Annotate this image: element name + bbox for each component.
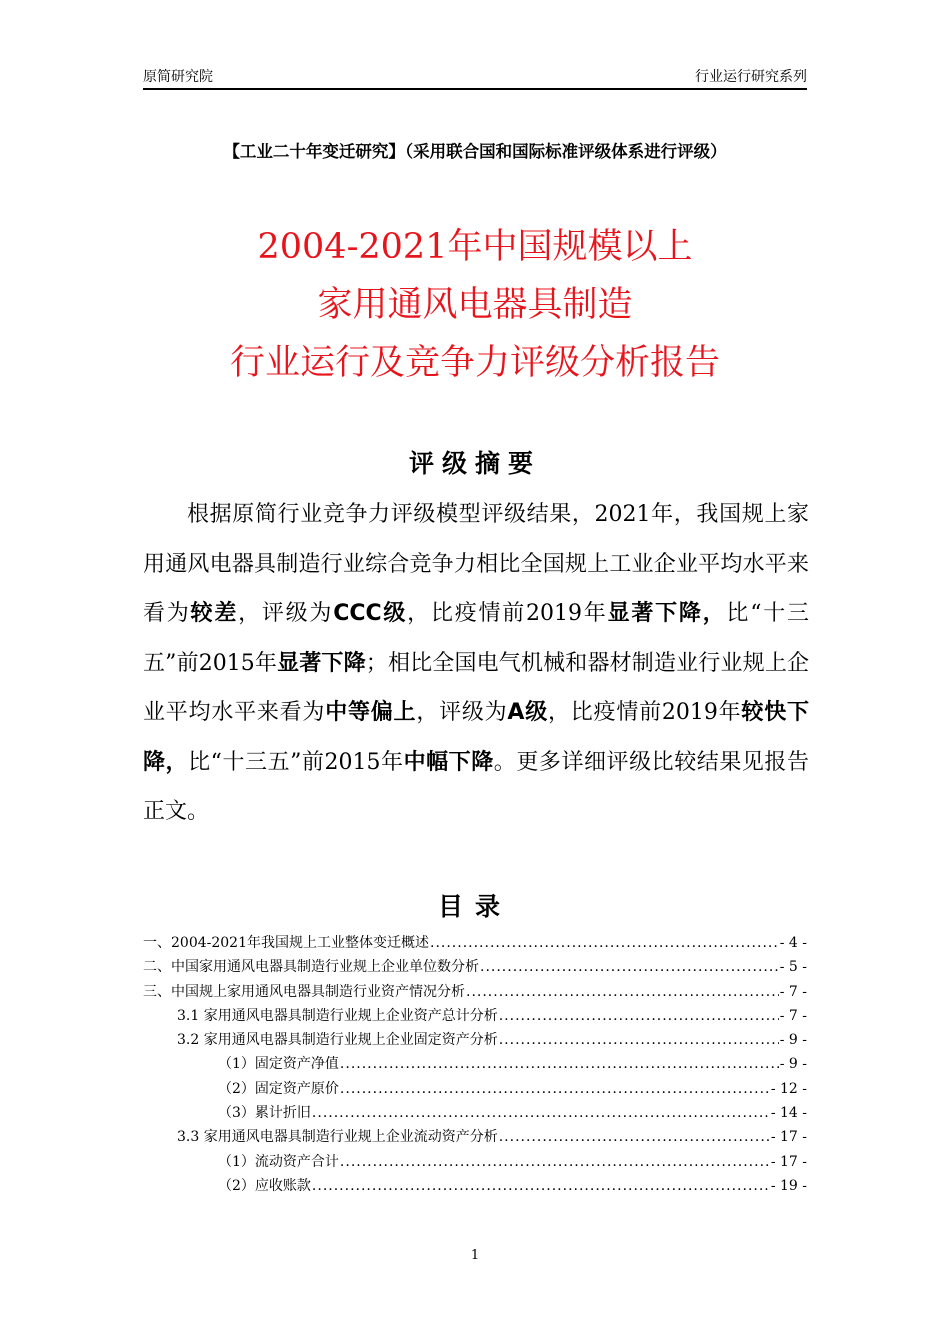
- toc-entry-label: （2）固定资产原价: [218, 1080, 339, 1097]
- summary-text: 比“十三五”前2015年: [143, 601, 809, 676]
- summary-text: 比“十三五”前2015年: [188, 749, 404, 775]
- summary-text: ，比疫情前2019年: [548, 700, 742, 725]
- toc-entry[interactable]: [143, 981, 807, 1005]
- toc-entry-label: （1）固定资产净值: [218, 1056, 339, 1073]
- toc-leader-dots: [466, 984, 779, 1000]
- toc-entry-page: - 9 -: [779, 1056, 807, 1073]
- title-line-3: 行业运行及竞争力评级分析报告: [229, 343, 720, 383]
- summary-emphasis: 较快下降，: [143, 700, 809, 775]
- toc-entry-label: （1）流动资产合计: [218, 1153, 339, 1170]
- toc-entry-label: 3.1 家用通风电器具制造行业规上企业资产总计分析: [177, 1007, 498, 1024]
- summary-heading: 评级摘要: [408, 449, 541, 478]
- toc-entry-page: - 9 -: [779, 1032, 807, 1049]
- toc-entry-label: 三、中国规上家用通风电器具制造行业资产情况分析: [143, 983, 465, 1000]
- toc-entry-page: - 17 -: [770, 1153, 807, 1170]
- toc-leader-dots: [430, 935, 779, 951]
- toc-entry[interactable]: [143, 1005, 807, 1029]
- toc-entry-page: - 4 -: [779, 935, 807, 951]
- summary-emphasis: 中等偏上: [325, 700, 417, 725]
- header-series-name: 行业运行研究系列: [695, 69, 807, 85]
- summary-text: ，比疫情前2019年: [407, 601, 608, 626]
- summary-emphasis: 显著下降: [277, 650, 366, 676]
- toc-leader-dots: [499, 1032, 779, 1048]
- summary-text: 根据原简行业竞争力评级模型评级结果，2021年，我国规上家用通风电器具制造行业综合竞争力相比全国规上工业企业平均水平来看为: [143, 502, 809, 626]
- toc-entry-label: （2）应收账款: [218, 1177, 311, 1194]
- summary-paragraph: [143, 490, 809, 837]
- toc-entry[interactable]: [143, 1053, 807, 1077]
- toc-entry[interactable]: [143, 1175, 807, 1199]
- summary-emphasis: 较差: [190, 601, 239, 626]
- page-header: [143, 64, 807, 90]
- toc-entry-page: - 12 -: [770, 1080, 807, 1097]
- toc-entry-label: 一、2004-2021年我国规上工业整体变迁概述: [143, 935, 429, 951]
- toc-entry-page: - 14 -: [770, 1105, 807, 1122]
- toc-leader-dots: [480, 959, 779, 975]
- table-of-contents: [143, 932, 807, 1199]
- toc-leader-dots: [340, 1081, 770, 1097]
- toc-entry[interactable]: [143, 932, 807, 956]
- summary-emphasis: A级: [507, 700, 548, 725]
- page-number: 1: [470, 1248, 480, 1263]
- toc-leader-dots: [312, 1178, 770, 1194]
- summary-text: ，评级为: [416, 700, 508, 725]
- toc-entry[interactable]: [143, 1102, 807, 1126]
- toc-entry-label: 二、中国家用通风电器具制造行业规上企业单位数分析: [143, 959, 479, 976]
- toc-entry[interactable]: [143, 1029, 807, 1053]
- toc-entry-page: - 7 -: [779, 983, 807, 1000]
- toc-entry-label: 3.2 家用通风电器具制造行业规上企业固定资产分析: [177, 1032, 498, 1049]
- summary-emphasis: CCC级: [333, 601, 408, 626]
- title-line-2: 家用通风电器具制造: [317, 285, 633, 325]
- toc-heading: 目录: [437, 892, 512, 921]
- toc-leader-dots: [340, 1056, 779, 1072]
- title-line-1: 2004-2021年中国规模以上: [257, 227, 693, 267]
- summary-text: ，评级为: [238, 601, 334, 626]
- toc-entry[interactable]: [143, 1126, 807, 1150]
- toc-entry-label: 3.3 家用通风电器具制造行业规上企业流动资产分析: [177, 1129, 498, 1146]
- toc-leader-dots: [312, 1105, 770, 1121]
- toc-leader-dots: [499, 1008, 779, 1024]
- toc-entry[interactable]: [143, 1151, 807, 1175]
- report-subtitle: 【工业二十年变迁研究】（采用联合国和国际标准评级体系进行评级）: [223, 142, 727, 161]
- toc-entry[interactable]: [143, 956, 807, 980]
- summary-text: 。更多详细评级比较结果见报告正文。: [143, 749, 809, 824]
- toc-leader-dots: [340, 1154, 770, 1170]
- summary-emphasis: 显著下降，: [607, 601, 727, 626]
- toc-entry-page: - 19 -: [770, 1177, 807, 1194]
- report-title: [143, 218, 807, 392]
- toc-leader-dots: [499, 1129, 770, 1145]
- toc-entry-label: （3）累计折旧: [218, 1105, 311, 1122]
- toc-entry-page: - 7 -: [779, 1007, 807, 1024]
- summary-emphasis: 中幅下降: [403, 749, 494, 775]
- toc-entry[interactable]: [143, 1078, 807, 1102]
- header-org-name: 原简研究院: [143, 69, 213, 85]
- summary-text: ；相比全国电气机械和器材制造业行业规上企业平均水平来看为: [143, 650, 809, 725]
- toc-entry-page: - 17 -: [770, 1129, 807, 1146]
- toc-entry-page: - 5 -: [779, 959, 807, 976]
